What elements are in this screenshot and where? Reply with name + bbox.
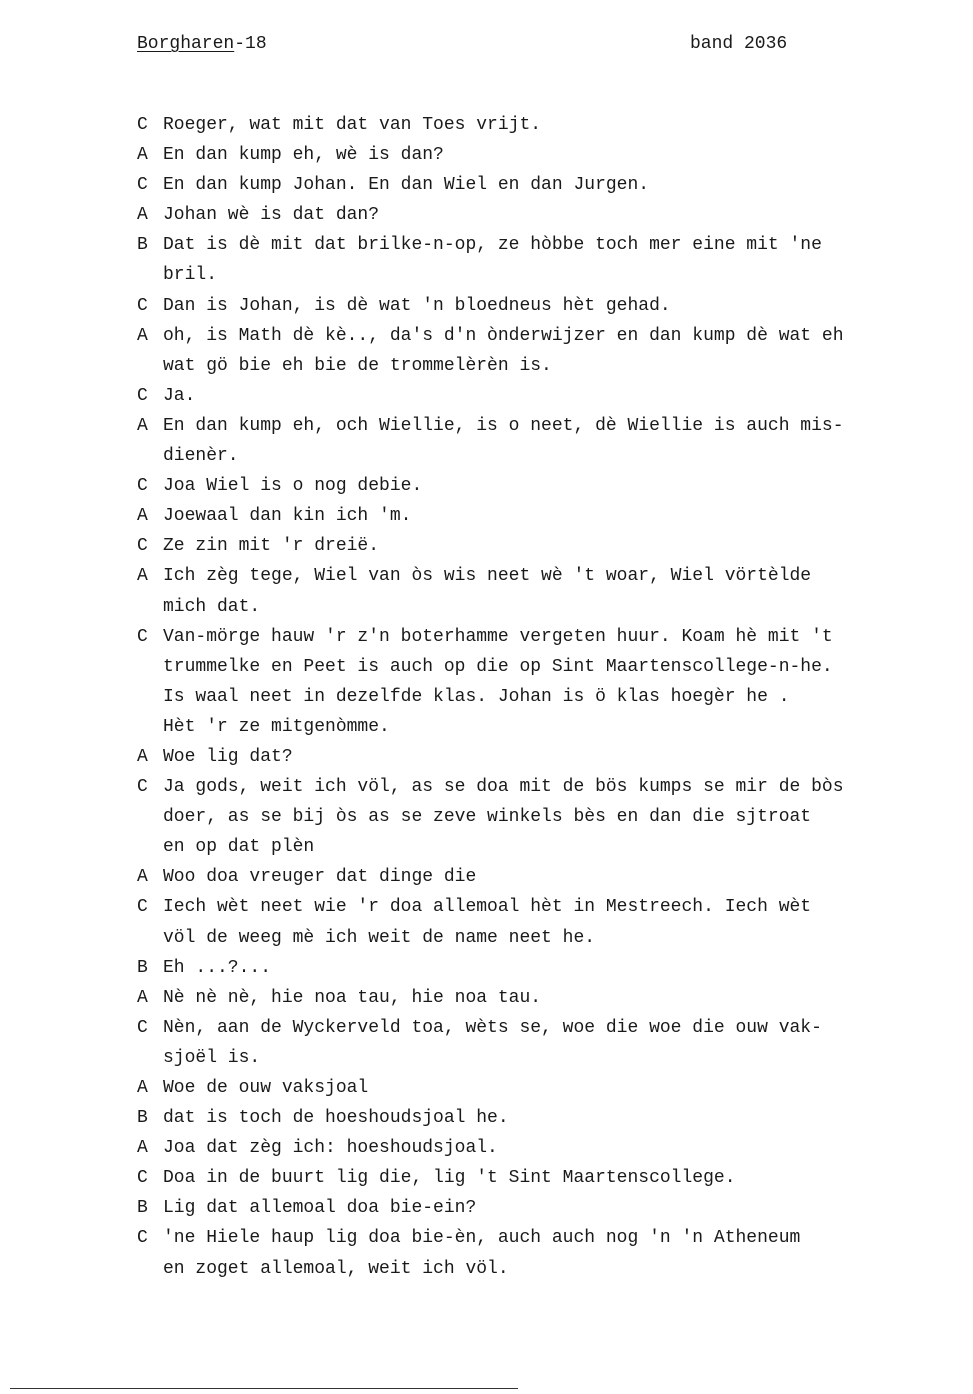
transcript-turn: [137, 892, 937, 952]
speaker-label: A: [137, 325, 148, 346]
transcript-turn: [137, 140, 937, 170]
band-label: band 2036: [690, 34, 788, 54]
transcript-turn: [137, 1193, 937, 1223]
utterance: [163, 321, 937, 381]
speaker-label: B: [137, 1198, 148, 1219]
utterance-line: doer, as se bij òs as se zeve winkels bès en dan die sjtroat: [163, 807, 812, 828]
utterance-line: Doa in de buurt lig die, lig 't Sint Maartenscollege.: [163, 1168, 736, 1189]
utterance-line: Nè nè nè, hie noa tau, hie noa tau.: [163, 987, 542, 1008]
utterance-line: mich dat.: [163, 596, 261, 617]
utterance: [163, 230, 937, 290]
utterance: [163, 1163, 937, 1193]
utterance-line: Lig dat allemoal doa bie-ein?: [163, 1198, 477, 1219]
transcript-turn: [137, 862, 937, 892]
utterance-line: Woo doa vreuger dat dinge die: [163, 867, 477, 888]
transcript-turn: [137, 1163, 937, 1193]
utterance: [163, 471, 937, 501]
transcript-turn: [137, 1073, 937, 1103]
utterance: [163, 170, 937, 200]
transcript-turn: [137, 321, 937, 381]
transcript-turn: [137, 1223, 937, 1283]
utterance-line: Roeger, wat mit dat van Toes vrijt.: [163, 115, 542, 135]
utterance: [163, 411, 937, 471]
utterance: [163, 953, 937, 983]
utterance: [163, 140, 937, 170]
utterance-line: dat is toch de hoeshoudsjoal he.: [163, 1108, 509, 1129]
transcript-turn: [137, 291, 937, 321]
utterance-line: völ de weeg mè ich weit de name neet he.: [163, 927, 596, 948]
transcript-turn: [137, 561, 937, 621]
utterance: [163, 862, 937, 892]
utterance-line: Ich zèg tege, Wiel van òs wis neet wè 't woar, Wiel vörtèlde: [163, 566, 812, 587]
utterance: [163, 1013, 937, 1073]
utterance: [163, 742, 937, 772]
speaker-label: A: [137, 506, 148, 527]
utterance-line: trummelke en Peet is auch op die op Sint Maartenscollege-n-he.: [163, 656, 833, 677]
transcript-turn: [137, 170, 937, 200]
transcript-turn: [137, 411, 937, 471]
utterance-line: Ja gods, weit ich völ, as se doa mit de bös kumps se mir de bòs: [163, 777, 844, 798]
speaker-label: A: [137, 1078, 148, 1098]
utterance: [163, 983, 937, 1013]
speaker-label: A: [137, 205, 148, 226]
utterance-line: en zoget allemoal, weit ich völ.: [163, 1258, 509, 1279]
speaker-label: A: [137, 987, 148, 1008]
utterance: [163, 561, 937, 621]
speaker-label: C: [137, 777, 148, 798]
transcript-turn: [137, 501, 937, 531]
utterance-line: bril.: [163, 265, 218, 286]
utterance: [163, 291, 937, 321]
utterance-line: Eh ...?...: [163, 957, 272, 978]
location-title: [137, 34, 267, 54]
speaker-label: A: [137, 415, 148, 436]
transcript-turn: [137, 772, 937, 862]
speaker-label: A: [137, 566, 148, 587]
utterance-line: oh, is Math dè kè.., da's d'n ònderwijzer en dan kump dè wat eh: [163, 325, 844, 346]
speaker-label: C: [137, 1168, 148, 1189]
speaker-label: C: [137, 1228, 148, 1249]
utterance-line: Dan is Johan, is dè wat 'n bloedneus hèt gehad.: [163, 295, 671, 316]
utterance-line: Iech wèt neet wie 'r doa allemoal hèt in Mestreech. Iech wèt: [163, 897, 812, 918]
speaker-label: A: [137, 746, 148, 767]
utterance-line: Woe de ouw vaksjoal: [163, 1078, 369, 1098]
transcript-turn: [137, 1103, 937, 1133]
utterance-line: wat gö bie eh bie de trommelèrèn is.: [163, 355, 552, 376]
utterance-line: sjoël is.: [163, 1047, 261, 1068]
utterance-line: en op dat plèn: [163, 837, 315, 858]
speaker-label: C: [137, 295, 148, 316]
speaker-label: C: [137, 1017, 148, 1038]
utterance-line: dienèr.: [163, 446, 239, 467]
utterance-line: Joa Wiel is o nog debie.: [163, 476, 423, 497]
utterance: [163, 1223, 937, 1283]
utterance-line: Joewaal dan kin ich 'm.: [163, 506, 412, 527]
transcript-turn: [137, 381, 937, 411]
utterance: [163, 1103, 937, 1133]
utterance: [163, 772, 937, 862]
speaker-label: C: [137, 536, 148, 557]
speaker-label: B: [137, 957, 148, 978]
page-header: [137, 34, 817, 64]
utterance-line: En dan kump eh, wè is dan?: [163, 145, 444, 166]
speaker-label: A: [137, 867, 148, 888]
utterance: [163, 1193, 937, 1223]
transcript-turn: [137, 531, 937, 561]
bottom-divider: [10, 1388, 518, 1389]
utterance: [163, 531, 937, 561]
transcript-turn: [137, 471, 937, 501]
utterance: [163, 1073, 937, 1103]
utterance: [163, 110, 937, 140]
utterance-line: Hèt 'r ze mitgenòmme.: [163, 716, 390, 737]
transcript-turn: [137, 110, 937, 140]
transcript: [137, 110, 937, 1284]
transcript-turn: [137, 1013, 937, 1073]
speaker-label: C: [137, 115, 148, 135]
utterance: [163, 501, 937, 531]
utterance: [163, 1133, 937, 1163]
utterance: [163, 381, 937, 411]
transcript-turn: [137, 953, 937, 983]
utterance-line: Van-mörge hauw 'r z'n boterhamme vergeten huur. Koam hè mit 't: [163, 626, 833, 647]
transcript-turn: [137, 983, 937, 1013]
transcript-turn: [137, 200, 937, 230]
speaker-label: C: [137, 385, 148, 406]
location-name: Borgharen: [137, 34, 235, 54]
utterance: [163, 622, 937, 742]
transcript-turn: [137, 622, 937, 742]
speaker-label: C: [137, 626, 148, 647]
utterance-line: Joa dat zèg ich: hoeshoudsjoal.: [163, 1138, 498, 1159]
utterance-line: Johan wè is dat dan?: [163, 205, 380, 226]
speaker-label: A: [137, 1138, 148, 1159]
utterance-line: Woe lig dat?: [163, 746, 293, 767]
speaker-label: C: [137, 175, 148, 196]
utterance-line: Ja.: [163, 385, 196, 406]
utterance: [163, 892, 937, 952]
transcript-turn: [137, 742, 937, 772]
speaker-label: B: [137, 235, 148, 256]
speaker-label: C: [137, 897, 148, 918]
utterance-line: Nèn, aan de Wyckerveld toa, wèts se, woe die woe die ouw vak-: [163, 1017, 822, 1038]
speaker-label: C: [137, 476, 148, 497]
utterance-line: En dan kump Johan. En dan Wiel en dan Jurgen.: [163, 175, 650, 196]
utterance-line: Is waal neet in dezelfde klas. Johan is ö klas hoegèr he .: [163, 686, 790, 707]
transcript-turn: [137, 230, 937, 290]
utterance-line: En dan kump eh, och Wiellie, is o neet, dè Wiellie is auch mis-: [163, 415, 844, 436]
utterance-line: Ze zin mit 'r dreië.: [163, 536, 380, 557]
utterance-line: Dat is dè mit dat brilke-n-op, ze hòbbe toch mer eine mit 'ne: [163, 235, 822, 256]
utterance-line: 'ne Hiele haup lig doa bie-èn, auch auch nog 'n 'n Atheneum: [163, 1228, 801, 1249]
page-number: -18: [234, 34, 267, 54]
utterance: [163, 200, 937, 230]
speaker-label: A: [137, 145, 148, 166]
transcript-turn: [137, 1133, 937, 1163]
speaker-label: B: [137, 1108, 148, 1129]
